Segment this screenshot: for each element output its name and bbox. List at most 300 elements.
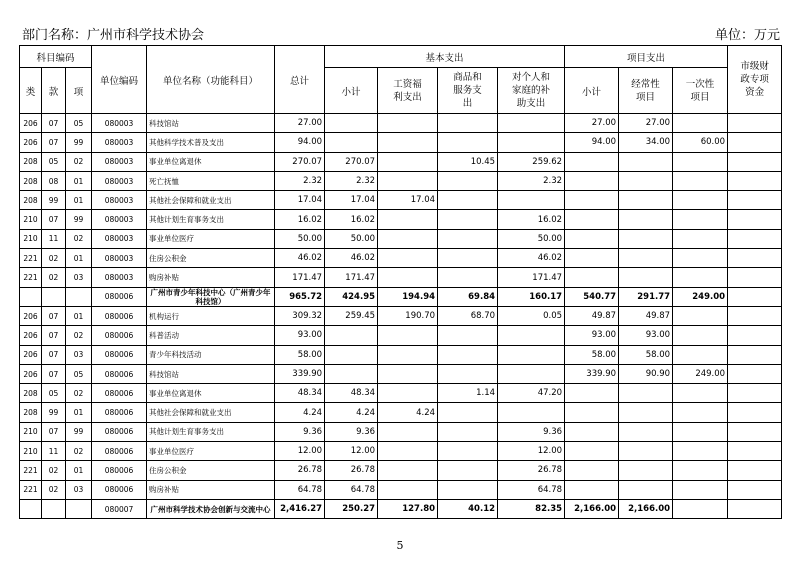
subsidy-cell: 50.00 (498, 229, 565, 248)
xiang-cell (66, 287, 92, 306)
goods-services-cell (438, 249, 498, 268)
unit-name-cell: 机构运行 (147, 306, 275, 325)
total-cell: 965.72 (275, 287, 325, 306)
project-subtotal-cell (565, 249, 619, 268)
total-cell: 270.07 (275, 152, 325, 171)
recurring-cell (619, 384, 673, 403)
total-cell: 9.36 (275, 422, 325, 441)
recurring-cell: 291.77 (619, 287, 673, 306)
recurring-cell (619, 152, 673, 171)
project-subtotal-cell (565, 384, 619, 403)
onetime-cell (673, 442, 728, 461)
goods-services-cell (438, 364, 498, 383)
unit-name-cell: 其他计划生育事务支出 (147, 210, 275, 229)
city-fund-cell (728, 326, 782, 345)
goods-services-cell: 40.12 (438, 499, 498, 518)
wages-cell (378, 364, 438, 383)
kuan-cell: 11 (42, 229, 66, 248)
xiang-cell: 99 (66, 210, 92, 229)
onetime-cell: 249.00 (673, 287, 728, 306)
lei-cell: 210 (20, 229, 42, 248)
unit-code-cell: 080006 (92, 422, 147, 441)
unit-code-cell: 080006 (92, 403, 147, 422)
recurring-cell (619, 403, 673, 422)
kuan-cell: 11 (42, 442, 66, 461)
total-cell: 16.02 (275, 210, 325, 229)
basic-subtotal-cell: 9.36 (325, 422, 378, 441)
subsidy-cell: 2.32 (498, 171, 565, 190)
unit-code-cell: 080003 (92, 210, 147, 229)
onetime-cell (673, 480, 728, 499)
table-row (20, 210, 782, 229)
wages-cell: 17.04 (378, 191, 438, 210)
unit-name-cell: 青少年科技活动 (147, 345, 275, 364)
department-label: 部门名称：广州市科学技术协会 (22, 28, 205, 43)
basic-subtotal-cell (325, 364, 378, 383)
recurring-cell: 34.00 (619, 133, 673, 152)
kuan-cell: 02 (42, 249, 66, 268)
lei-cell: 210 (20, 442, 42, 461)
unit-name-cell: 事业单位离退休 (147, 152, 275, 171)
lei-cell: 210 (20, 422, 42, 441)
recurring-cell: 49.87 (619, 306, 673, 325)
project-subtotal-cell: 94.00 (565, 133, 619, 152)
xiang-cell: 99 (66, 133, 92, 152)
lei-cell (20, 287, 42, 306)
project-subtotal-cell (565, 442, 619, 461)
goods-services-cell (438, 114, 498, 133)
lei-cell: 206 (20, 133, 42, 152)
city-fund-cell (728, 306, 782, 325)
table-row (20, 442, 782, 461)
lei-cell: 221 (20, 249, 42, 268)
total-cell: 171.47 (275, 268, 325, 287)
xiang-cell: 05 (66, 364, 92, 383)
basic-subtotal-cell: 259.45 (325, 306, 378, 325)
table-row (20, 229, 782, 248)
project-subtotal-cell (565, 210, 619, 229)
kuan-cell: 07 (42, 114, 66, 133)
lei-cell: 210 (20, 210, 42, 229)
kuan-cell: 99 (42, 191, 66, 210)
recurring-cell (619, 480, 673, 499)
onetime-cell (673, 249, 728, 268)
wages-cell (378, 210, 438, 229)
recurring-cell (619, 229, 673, 248)
unit-name-cell: 事业单位医疗 (147, 442, 275, 461)
total-cell: 309.32 (275, 306, 325, 325)
unit-code-cell: 080003 (92, 133, 147, 152)
project-expense-header: 项目支出 (565, 46, 728, 68)
total-cell: 58.00 (275, 345, 325, 364)
recurring-cell (619, 210, 673, 229)
project-subtotal-header: 小计 (565, 68, 619, 114)
table-row (20, 191, 782, 210)
project-subtotal-cell: 339.90 (565, 364, 619, 383)
goods-services-cell (438, 229, 498, 248)
basic-subtotal-cell: 4.24 (325, 403, 378, 422)
city-fund-cell (728, 249, 782, 268)
subsidy-cell: 160.17 (498, 287, 565, 306)
basic-subtotal-cell (325, 114, 378, 133)
subsidy-cell: 171.47 (498, 268, 565, 287)
unit-code-cell: 080003 (92, 152, 147, 171)
total-cell: 48.34 (275, 384, 325, 403)
total-cell: 2,416.27 (275, 499, 325, 518)
onetime-cell (673, 191, 728, 210)
total-cell: 94.00 (275, 133, 325, 152)
subsidy-cell: 9.36 (498, 422, 565, 441)
wages-cell (378, 133, 438, 152)
lei-cell: 206 (20, 345, 42, 364)
recurring-cell (619, 249, 673, 268)
goods-services-cell (438, 422, 498, 441)
city-fund-cell (728, 403, 782, 422)
recurring-cell (619, 171, 673, 190)
xiang-cell: 03 (66, 480, 92, 499)
total-cell: 27.00 (275, 114, 325, 133)
total-header: 总计 (275, 46, 325, 114)
project-subtotal-cell (565, 152, 619, 171)
table-row (20, 268, 782, 287)
total-cell: 64.78 (275, 480, 325, 499)
subsidy-cell (498, 133, 565, 152)
subsidy-header: 对个人和家庭的补助支出 (498, 68, 565, 114)
project-subtotal-cell: 27.00 (565, 114, 619, 133)
wages-cell (378, 461, 438, 480)
onetime-project-header: 一次性项目 (673, 68, 728, 114)
unit-code-cell: 080003 (92, 191, 147, 210)
unit-code-cell: 080006 (92, 287, 147, 306)
unit-name-cell: 科普活动 (147, 326, 275, 345)
basic-subtotal-cell: 64.78 (325, 480, 378, 499)
onetime-cell (673, 326, 728, 345)
project-subtotal-cell: 49.87 (565, 306, 619, 325)
lei-cell: 206 (20, 114, 42, 133)
city-fund-cell (728, 171, 782, 190)
wages-cell (378, 268, 438, 287)
wages-cell (378, 384, 438, 403)
goods-services-cell (438, 461, 498, 480)
xiang-cell: 01 (66, 403, 92, 422)
basic-subtotal-cell: 250.27 (325, 499, 378, 518)
xiang-cell: 01 (66, 191, 92, 210)
table-row (20, 384, 782, 403)
unit-code-cell: 080006 (92, 461, 147, 480)
unit-name-cell: 科技馆站 (147, 114, 275, 133)
city-fund-cell (728, 191, 782, 210)
total-cell: 12.00 (275, 442, 325, 461)
unit-code-cell: 080003 (92, 268, 147, 287)
kuan-cell: 07 (42, 364, 66, 383)
wages-header: 工资福利支出 (378, 68, 438, 114)
lei-cell: 208 (20, 152, 42, 171)
recurring-project-header: 经常性项目 (619, 68, 673, 114)
project-subtotal-cell (565, 229, 619, 248)
header-row-1 (20, 46, 782, 68)
kuan-cell (42, 287, 66, 306)
onetime-cell (673, 268, 728, 287)
project-subtotal-cell: 58.00 (565, 345, 619, 364)
wages-cell: 194.94 (378, 287, 438, 306)
recurring-cell: 58.00 (619, 345, 673, 364)
xiang-cell: 02 (66, 152, 92, 171)
unit-name-cell: 住房公积金 (147, 461, 275, 480)
kuan-cell: 08 (42, 171, 66, 190)
lei-cell: 206 (20, 306, 42, 325)
kuan-cell: 02 (42, 268, 66, 287)
recurring-cell (619, 268, 673, 287)
project-subtotal-cell (565, 480, 619, 499)
project-subtotal-cell (565, 461, 619, 480)
kuan-header: 款 (42, 68, 66, 114)
xiang-cell: 01 (66, 171, 92, 190)
kuan-cell: 99 (42, 403, 66, 422)
basic-subtotal-cell: 17.04 (325, 191, 378, 210)
unit-summary-row (20, 287, 782, 306)
subsidy-cell: 47.20 (498, 384, 565, 403)
goods-services-cell: 1.14 (438, 384, 498, 403)
basic-subtotal-cell (325, 345, 378, 364)
subsidy-cell: 26.78 (498, 461, 565, 480)
xiang-cell (66, 499, 92, 518)
onetime-cell: 249.00 (673, 364, 728, 383)
wages-cell (378, 480, 438, 499)
project-subtotal-cell (565, 403, 619, 422)
unit-name-cell: 事业单位离退休 (147, 384, 275, 403)
lei-cell (20, 499, 42, 518)
unit-name-cell: 购房补贴 (147, 268, 275, 287)
lei-cell: 206 (20, 326, 42, 345)
project-subtotal-cell (565, 171, 619, 190)
onetime-cell (673, 499, 728, 518)
goods-services-cell (438, 345, 498, 364)
recurring-cell: 93.00 (619, 326, 673, 345)
wages-cell (378, 442, 438, 461)
subsidy-cell: 46.02 (498, 249, 565, 268)
goods-services-cell (438, 442, 498, 461)
table-row (20, 114, 782, 133)
onetime-cell (673, 114, 728, 133)
goods-services-cell: 69.84 (438, 287, 498, 306)
unit-name-cell: 住房公积金 (147, 249, 275, 268)
project-subtotal-cell (565, 268, 619, 287)
wages-cell: 127.80 (378, 499, 438, 518)
city-fund-cell (728, 499, 782, 518)
onetime-cell (673, 422, 728, 441)
subsidy-cell: 64.78 (498, 480, 565, 499)
unit-code-cell: 080006 (92, 384, 147, 403)
project-subtotal-cell (565, 422, 619, 441)
xiang-cell: 03 (66, 345, 92, 364)
table-row (20, 461, 782, 480)
wages-cell (378, 114, 438, 133)
lei-cell: 208 (20, 403, 42, 422)
onetime-cell (673, 229, 728, 248)
basic-subtotal-cell: 26.78 (325, 461, 378, 480)
xiang-cell: 01 (66, 249, 92, 268)
recurring-cell: 90.90 (619, 364, 673, 383)
goods-services-cell (438, 191, 498, 210)
xiang-cell: 99 (66, 422, 92, 441)
subsidy-cell: 259.62 (498, 152, 565, 171)
kuan-cell: 07 (42, 306, 66, 325)
basic-subtotal-cell: 16.02 (325, 210, 378, 229)
table-row (20, 480, 782, 499)
kuan-cell: 02 (42, 480, 66, 499)
basic-subtotal-cell: 12.00 (325, 442, 378, 461)
wages-cell (378, 152, 438, 171)
table-row (20, 403, 782, 422)
xiang-cell: 02 (66, 442, 92, 461)
xiang-header: 项 (66, 68, 92, 114)
table-body (20, 114, 782, 519)
project-subtotal-cell (565, 191, 619, 210)
total-cell: 2.32 (275, 171, 325, 190)
recurring-cell: 27.00 (619, 114, 673, 133)
lei-cell: 221 (20, 480, 42, 499)
lei-header: 类 (20, 68, 42, 114)
total-cell: 4.24 (275, 403, 325, 422)
subsidy-cell (498, 326, 565, 345)
city-fund-cell (728, 114, 782, 133)
onetime-cell (673, 403, 728, 422)
subsidy-cell (498, 191, 565, 210)
unit-code-cell: 080003 (92, 171, 147, 190)
city-fund-cell (728, 422, 782, 441)
basic-subtotal-cell: 171.47 (325, 268, 378, 287)
city-fund-cell (728, 364, 782, 383)
xiang-cell: 02 (66, 326, 92, 345)
city-fund-header: 市级财政专项资金 (728, 46, 782, 114)
subsidy-cell: 12.00 (498, 442, 565, 461)
wages-cell (378, 229, 438, 248)
city-fund-cell (728, 268, 782, 287)
subsidy-cell (498, 114, 565, 133)
goods-services-cell (438, 403, 498, 422)
budget-table (19, 45, 782, 519)
recurring-cell (619, 191, 673, 210)
basic-subtotal-cell: 48.34 (325, 384, 378, 403)
recurring-cell (619, 442, 673, 461)
project-subtotal-cell: 540.77 (565, 287, 619, 306)
subsidy-cell (498, 364, 565, 383)
wages-cell (378, 249, 438, 268)
wages-cell (378, 422, 438, 441)
table-row (20, 171, 782, 190)
table-row (20, 133, 782, 152)
project-subtotal-cell: 93.00 (565, 326, 619, 345)
xiang-cell: 02 (66, 229, 92, 248)
unit-code-cell: 080007 (92, 499, 147, 518)
city-fund-cell (728, 287, 782, 306)
page-number: 5 (396, 539, 404, 552)
onetime-cell: 60.00 (673, 133, 728, 152)
city-fund-cell (728, 152, 782, 171)
onetime-cell (673, 306, 728, 325)
unit-name-cell: 其他社会保障和就业支出 (147, 191, 275, 210)
xiang-cell: 03 (66, 268, 92, 287)
unit-code-cell: 080003 (92, 229, 147, 248)
unit-code-cell: 080003 (92, 249, 147, 268)
city-fund-cell (728, 461, 782, 480)
wages-cell (378, 326, 438, 345)
project-subtotal-cell: 2,166.00 (565, 499, 619, 518)
unit-label: 单位：万元 (714, 28, 780, 43)
kuan-cell (42, 499, 66, 518)
recurring-cell (619, 461, 673, 480)
city-fund-cell (728, 210, 782, 229)
unit-code-cell: 080006 (92, 345, 147, 364)
unit-code-cell: 080006 (92, 326, 147, 345)
kuan-cell: 05 (42, 152, 66, 171)
lei-cell: 208 (20, 171, 42, 190)
subsidy-cell (498, 403, 565, 422)
goods-services-cell (438, 210, 498, 229)
city-fund-cell (728, 442, 782, 461)
total-cell: 26.78 (275, 461, 325, 480)
subsidy-cell: 82.35 (498, 499, 565, 518)
recurring-cell (619, 422, 673, 441)
recurring-cell: 2,166.00 (619, 499, 673, 518)
unit-code-cell: 080006 (92, 306, 147, 325)
onetime-cell (673, 384, 728, 403)
total-cell: 339.90 (275, 364, 325, 383)
basic-subtotal-cell: 270.07 (325, 152, 378, 171)
total-cell: 17.04 (275, 191, 325, 210)
unit-summary-row (20, 499, 782, 518)
kuan-cell: 07 (42, 326, 66, 345)
basic-expense-header: 基本支出 (325, 46, 565, 68)
basic-subtotal-cell (325, 133, 378, 152)
table-row (20, 326, 782, 345)
goods-services-cell (438, 268, 498, 287)
unit-code-cell: 080006 (92, 442, 147, 461)
unit-name-cell: 其他科学技术普及支出 (147, 133, 275, 152)
unit-name-cell: 死亡抚恤 (147, 171, 275, 190)
lei-cell: 208 (20, 191, 42, 210)
city-fund-cell (728, 345, 782, 364)
lei-cell: 221 (20, 268, 42, 287)
total-cell: 46.02 (275, 249, 325, 268)
unit-code-cell: 080006 (92, 480, 147, 499)
unit-name-header: 单位名称（功能科目） (147, 46, 275, 114)
lei-cell: 206 (20, 364, 42, 383)
total-cell: 50.00 (275, 229, 325, 248)
city-fund-cell (728, 480, 782, 499)
wages-cell (378, 345, 438, 364)
lei-cell: 221 (20, 461, 42, 480)
onetime-cell (673, 152, 728, 171)
table-row (20, 249, 782, 268)
onetime-cell (673, 345, 728, 364)
total-cell: 93.00 (275, 326, 325, 345)
goods-services-cell (438, 133, 498, 152)
unit-name-cell: 其他社会保障和就业支出 (147, 403, 275, 422)
lei-cell: 208 (20, 384, 42, 403)
unit-name-cell: 广州市青少年科技中心（广州青少年科技馆） (147, 287, 275, 306)
table-row (20, 364, 782, 383)
onetime-cell (673, 210, 728, 229)
goods-services-header: 商品和服务支出 (438, 68, 498, 114)
subsidy-cell (498, 345, 565, 364)
kuan-cell: 07 (42, 422, 66, 441)
goods-services-cell: 10.45 (438, 152, 498, 171)
goods-services-cell (438, 480, 498, 499)
xiang-cell: 01 (66, 306, 92, 325)
unit-name-cell: 事业单位医疗 (147, 229, 275, 248)
unit-name-cell: 科技馆站 (147, 364, 275, 383)
